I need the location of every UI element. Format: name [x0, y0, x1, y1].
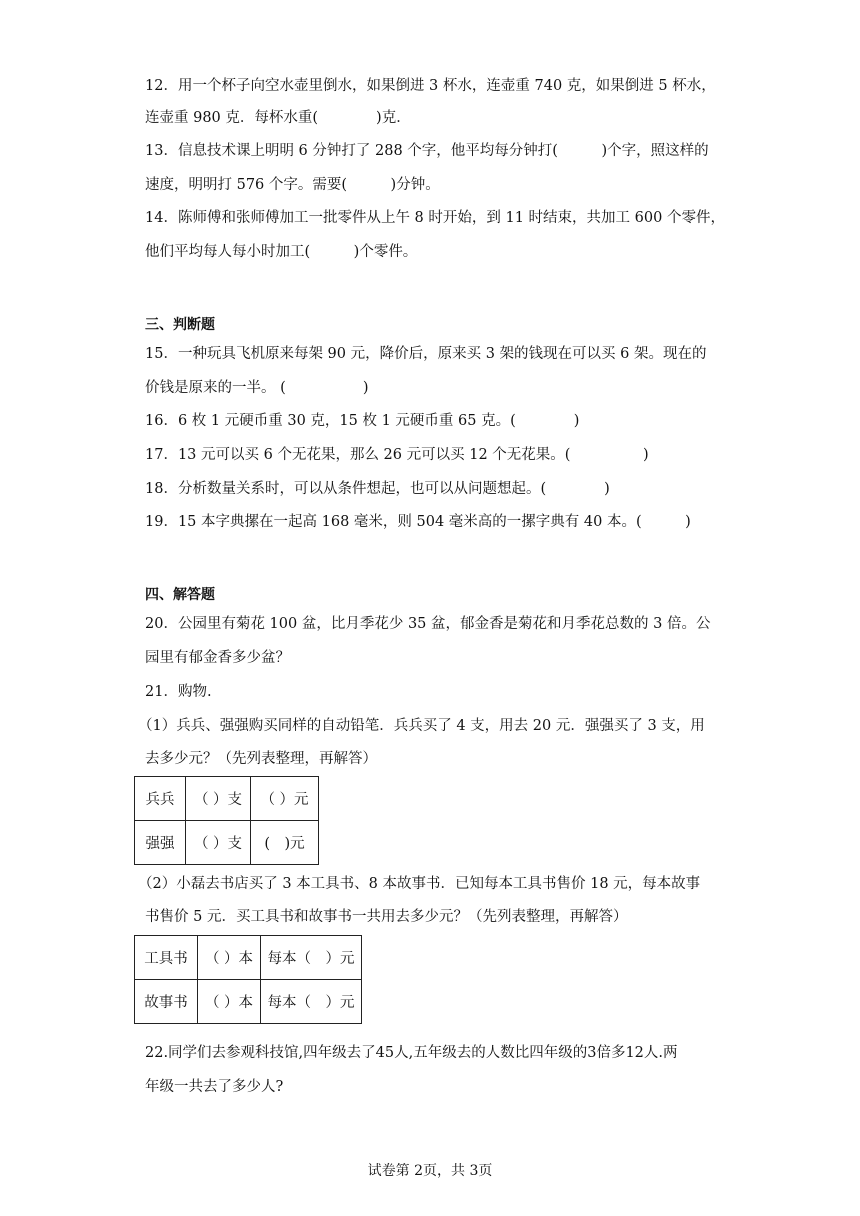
q19-line: 19．15 本字典摞在一起高 168 毫米，则 504 毫米高的一摞字典有 40 本。( )	[145, 514, 691, 530]
table-bingbing-qiangqiang	[134, 776, 319, 865]
page-footer: 试卷第 2页，共 3页	[367, 1163, 493, 1179]
table-cell: 兵兵	[135, 777, 186, 821]
q13-line2: 速度，明明打 576 个字。需要( )分钟。	[145, 177, 440, 193]
table-row	[135, 821, 319, 865]
table-cell: （ ）本	[198, 936, 261, 980]
table-row	[135, 777, 319, 821]
table-cell: ( )元	[251, 821, 319, 865]
table-cell: （ ）支	[186, 821, 251, 865]
q15-line1: 15．一种玩具飞机原来每架 90 元，降价后，原来买 3 架的钱现在可以买 6 架。现在的	[145, 346, 707, 362]
table-books	[134, 935, 362, 1024]
q20-line2: 园里有郁金香多少盆？	[145, 650, 290, 666]
q21-1-line1: （1）兵兵、强强购买同样的自动铅笔．兵兵买了 4 支，用去 20 元．强强买了 3 支，用	[138, 718, 705, 734]
q22-line1: 22.同学们去参观科技馆,四年级去了45人,五年级去的人数比四年级的3倍多12人.两	[145, 1045, 678, 1061]
table-cell: 强强	[135, 821, 186, 865]
q17-line: 17．13 元可以买 6 个无花果，那么 26 元可以买 12 个无花果。( )	[145, 447, 649, 463]
q21-2-line1: （2）小磊去书店买了 3 本工具书、8 本故事书．已知每本工具书售价 18 元，每本故事	[138, 876, 701, 892]
table-cell: （ ）支	[186, 777, 251, 821]
q18-line: 18．分析数量关系时，可以从条件想起，也可以从问题想起。( )	[145, 481, 610, 497]
table-row	[135, 980, 362, 1024]
q21-1-line2: 去多少元？（先列表整理，再解答）	[145, 751, 377, 767]
table-cell: （ ）本	[198, 980, 261, 1024]
q12-line1: 12．用一个杯子向空水壶里倒水，如果倒进 3 杯水，连壶重 740 克，如果倒进 5 杯水，	[145, 78, 716, 94]
section3-heading: 三、判断题	[145, 317, 215, 333]
q14-line2: 他们平均每人每小时加工( )个零件。	[145, 244, 418, 260]
q16-line: 16．6 枚 1 元硬币重 30 克，15 枚 1 元硬币重 65 克。( )	[145, 413, 580, 429]
table-cell: 工具书	[135, 936, 198, 980]
q15-line2: 价钱是原来的一半。 ( )	[145, 380, 369, 396]
q21-2-line2: 书售价 5 元．买工具书和故事书一共用去多少元？（先列表整理，再解答）	[145, 909, 628, 925]
q20-line1: 20．公园里有菊花 100 盆，比月季花少 35 盆，郁金香是菊花和月季花总数的 3 倍。公	[145, 616, 711, 632]
table-cell: （ ）元	[251, 777, 319, 821]
q21-title: 21．购物.	[145, 684, 212, 700]
q22-line2: 年级一共去了多少人?	[145, 1079, 284, 1095]
q12-line2: 连壶重 980 克．每杯水重( )克．	[145, 110, 411, 126]
section4-heading: 四、解答题	[145, 587, 215, 603]
table-cell: 每本（ ）元	[261, 936, 362, 980]
table-cell: 故事书	[135, 980, 198, 1024]
table-cell: 每本（ ）元	[261, 980, 362, 1024]
q13-line1: 13．信息技术课上明明 6 分钟打了 288 个字，他平均每分钟打( )个字，照这样的	[145, 143, 709, 159]
q14-line1: 14．陈师傅和张师傅加工一批零件从上午 8 时开始，到 11 时结束，共加工 600 个零件，	[145, 210, 725, 226]
table-row	[135, 936, 362, 980]
